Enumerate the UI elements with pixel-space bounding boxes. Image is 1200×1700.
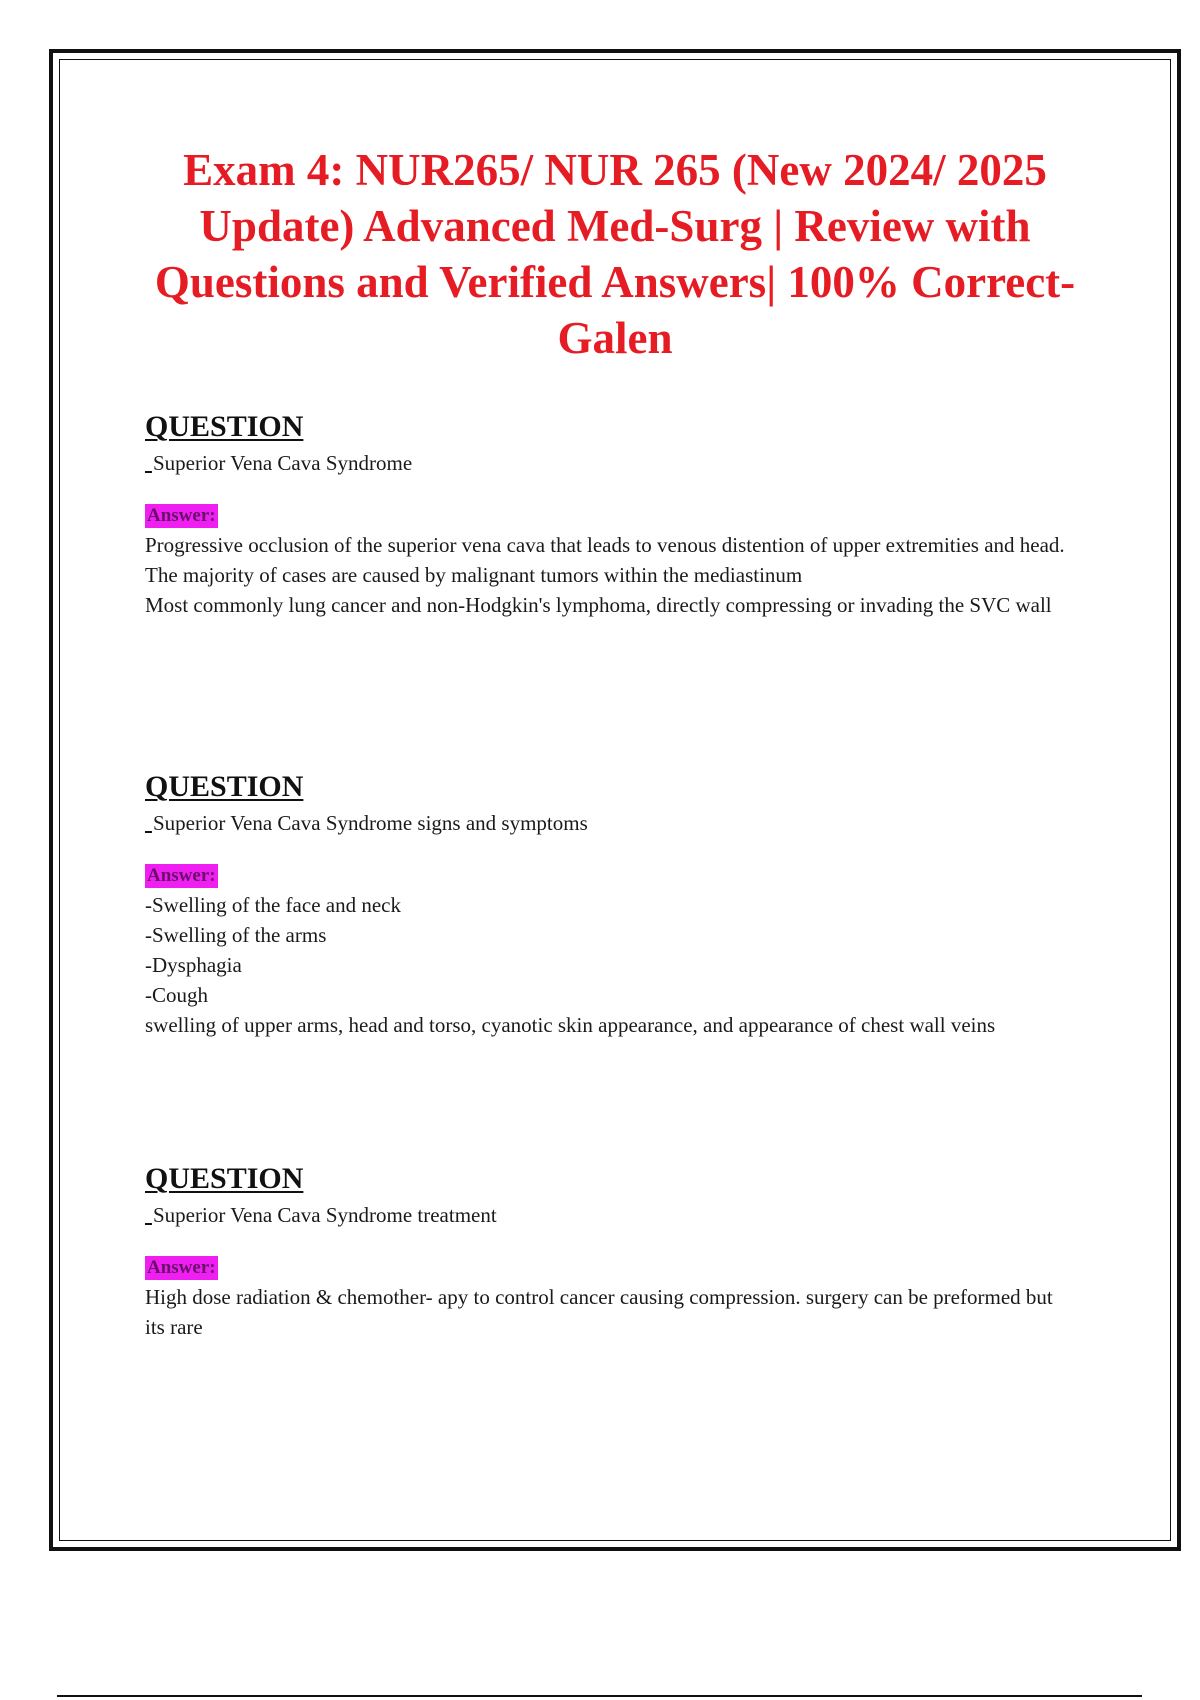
question-text: Superior Vena Cava Syndrome signs and symptoms: [145, 808, 1075, 838]
question-heading: QUESTION: [145, 770, 304, 803]
question-text: Superior Vena Cava Syndrome treatment: [145, 1200, 1075, 1230]
answer-label: Answer:: [147, 505, 216, 526]
qa-item-1: [145, 410, 1075, 620]
qa-item-3: [145, 1162, 1075, 1342]
answer-label: Answer:: [147, 1257, 216, 1278]
answer-text: High dose radiation & chemother- apy to control cancer causing compression. surgery can be preformed but its rare: [145, 1285, 1053, 1339]
question-heading: QUESTION: [145, 410, 304, 443]
answer-label: Answer:: [147, 865, 216, 886]
question-text: Superior Vena Cava Syndrome: [145, 448, 1075, 478]
question-heading: QUESTION: [145, 1162, 304, 1195]
qa-item-2: [145, 770, 1075, 1040]
answer-text: Progressive occlusion of the superior vena cava that leads to venous distention of upper extremities and head. The majority of cases are caused by malignant tumors within the mediastinum Most commonly lung cancer and non-Hodgkin's lymphoma, directly compressing or invading the SVC wall: [145, 533, 1065, 617]
document-title: Exam 4: NUR265/ NUR 265 (New 2024/ 2025 Update) Advanced Med-Surg | Review with Questions and Verified Answers| 100% Correct- Galen: [154, 145, 1076, 363]
bottom-divider: [57, 1695, 1142, 1697]
answer-text: -Swelling of the face and neck -Swelling of the arms -Dysphagia -Cough swelling of upper arms, head and torso, cyanotic skin appearance, and appearance of chest wall veins: [145, 893, 996, 1037]
